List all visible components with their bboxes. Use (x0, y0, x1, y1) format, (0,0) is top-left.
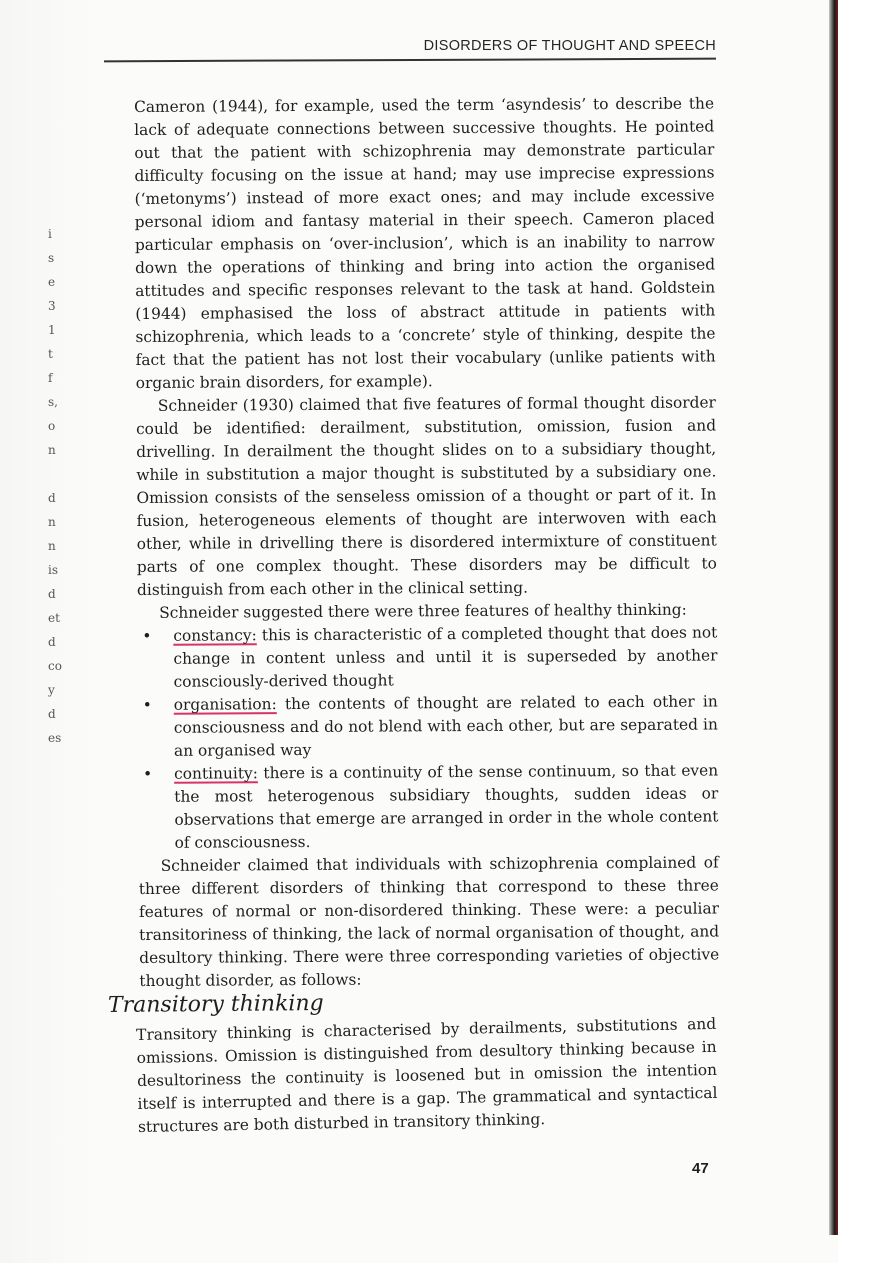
margin-fragment: es (48, 731, 62, 745)
section-text (136, 1013, 718, 1139)
margin-fragment: y (48, 683, 55, 697)
margin-fragment: d (48, 635, 56, 649)
margin-fragment: s, (48, 395, 58, 409)
bullet-icon: • (143, 764, 153, 783)
margin-fragment: 1 (48, 323, 56, 337)
margin-fragment: is (48, 563, 58, 577)
list-item (138, 759, 719, 855)
margin-fragment: n (48, 539, 56, 553)
list-item (137, 621, 717, 694)
paragraph-schneider-five-features: Schneider (1930) claimed that five features of formal thought disorder could be identified: derailment, substitution, omission, fusion and drivelling. In derailment the thought slides on to a subsidiary thought, while in substitution a major thought is substituted by a subsidiary one. Omission consists of the senseless omission of a thought or part of it. In fusion, heterogeneous elements of thought are interwoven with each other, while in drivelling there is disordered intermixture of constituent parts of one complex thought. These disorders may be difficult to distinguish from each other in the clinical setting. (135, 393, 717, 599)
margin-fragment: n (48, 443, 56, 457)
feature-description: this is characteristic of a completed thought that does not change in content unless and until it is superseded by another consciously-derived thought (173, 623, 718, 691)
paragraph-transitory-thinking: Transitory thinking is characterised by derailments, substitutions and omissions. Omission is distinguished from desultory thinking because in desultoriness the continuity is loosened but in omission the intention itself is interrupted and there is a gap. The grammatical and syntactical structures are both disturbed in transitory thinking. (136, 1014, 718, 1136)
margin-fragment: t (48, 347, 53, 361)
margin-fragment: i (48, 227, 52, 241)
margin-fragment: et (48, 611, 60, 625)
margin-fragment: f (48, 371, 53, 385)
facing-page-fragments (48, 222, 74, 750)
margin-fragment: e (48, 275, 56, 289)
bullet-icon: • (142, 626, 152, 645)
body-text (134, 92, 719, 993)
feature-term: constancy: (173, 626, 257, 645)
margin-fragment: o (48, 419, 56, 433)
margin-fragment: d (48, 707, 56, 721)
feature-description: there is a continuity of the sense continuum, so that even the most heterogenous subsidiary thoughts, sudden ideas or observations that emerge are arranged in order in the whole content of consciousness. (174, 761, 719, 852)
feature-term: organisation: (173, 695, 277, 714)
margin-fragment: 3 (48, 299, 56, 313)
page-number: 47 (692, 1160, 709, 1177)
feature-term: continuity: (174, 764, 258, 783)
margin-fragment (48, 462, 74, 486)
scan-background (838, 0, 893, 1263)
bullet-icon: • (142, 695, 152, 714)
section-heading: Transitory thinking (107, 991, 324, 1018)
margin-fragment: s (48, 251, 55, 265)
margin-fragment: d (48, 587, 56, 601)
paragraph-healthy-thinking-intro: Schneider suggested there were three features of healthy thinking: (159, 600, 687, 622)
margin-fragment: n (48, 515, 56, 529)
header-rule (104, 58, 716, 62)
feature-description: the contents of thought are related to each other in consciousness and do not blend with each other, but are separated in an organised way (173, 692, 718, 760)
page-edge (829, 0, 838, 1235)
running-header: DISORDERS OF THOUGHT AND SPEECH (423, 38, 716, 54)
paragraph-three-disorders: Schneider claimed that individuals with schizophrenia complained of three different disorders of thinking that correspond to these three features of normal or non-disordered thinking. These were: a peculiar transitoriness of thinking, the lack of normal organisation of thought, and desultory thinking. There were three corresponding varieties of objective thought disorder, as follows: (138, 853, 720, 990)
healthy-thinking-list (137, 621, 718, 855)
margin-fragment: d (48, 491, 56, 505)
margin-fragment: co (48, 659, 62, 673)
paragraph-cameron: Cameron (1944), for example, used the term ‘asyndesis’ to describe the lack of adequate connections between successive thoughts. He pointed out that the patient with schizophrenia may demonstrate particular difficulty focusing on the issue at hand; may use imprecise expressions (‘metonyms’) instead of more exact ones; and may include excessive personal idiom and fantasy material in their speech. Cameron placed particular emphasis on ‘over-inclusion’, which is an inability to narrow down the operations of thinking and bring into action the organised attitudes and specific responses relevant to the task at hand. Goldstein (1944) emphasised the loss of abstract attitude in patients with schizophrenia, which leads to a ‘concrete’ style of thinking, despite the fact that the patient has not lost their vocabulary (unlike patients with organic brain disorders, for example). (134, 94, 716, 392)
list-item (138, 690, 718, 763)
